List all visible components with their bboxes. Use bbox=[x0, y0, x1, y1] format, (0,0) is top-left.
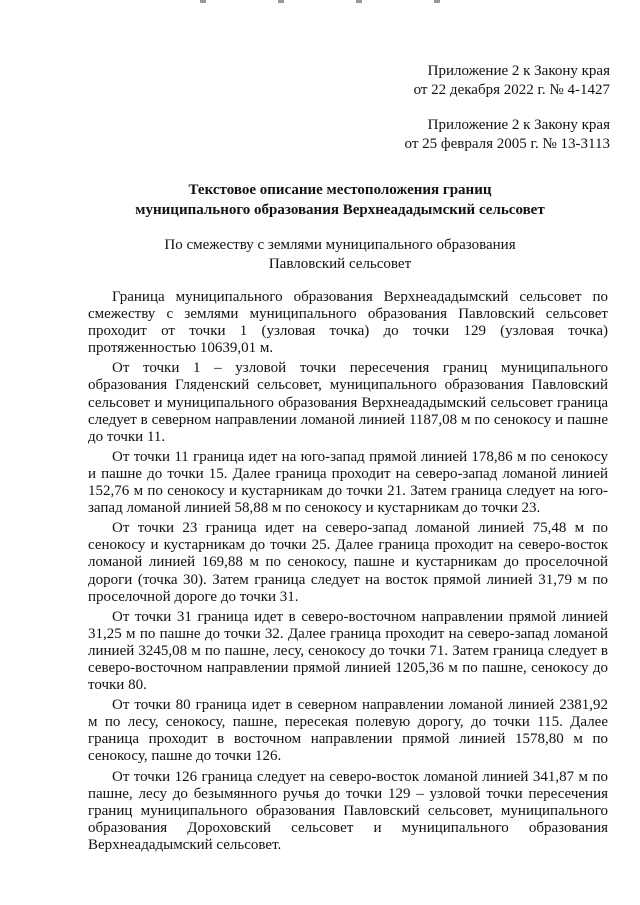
scan-mark bbox=[356, 0, 362, 3]
scan-mark bbox=[434, 0, 440, 3]
section-heading-line2: Павловский сельсовет bbox=[268, 256, 412, 272]
appendix-current-line2: от 22 декабря 2022 г. № 4-1427 bbox=[413, 82, 610, 98]
scan-mark bbox=[278, 0, 284, 3]
paragraph: От точки 11 граница идет на юго-запад прямой линией 178,86 м по сенокосу и пашне до точки 15. Далее граница проходит на северо-запад ломаной линией 152,76 м по сенокосу и кустарникам до точки 21. Затем граница следует на юго-запад ломаной линией 58,88 м по сенокосу и кустарникам до точки 23. bbox=[88, 448, 608, 517]
appendix-original-line2: от 25 февраля 2005 г. № 13-3113 bbox=[404, 136, 610, 152]
scan-edge-artifacts bbox=[200, 0, 440, 4]
paragraph: От точки 80 граница идет в северном направлении ломаной линией 2381,92 м по лесу, сенокосу, пашне, пересекая полевую дорогу, до точки 115. Далее граница проходит в восточном направлении прямой линией 1578,80 м по сенокосу, пашне до точки 126. bbox=[88, 697, 608, 765]
paragraph: От точки 23 граница идет на северо-запад ломаной линией 75,48 м по сенокосу и кустарникам до точки 25. Далее граница проходит на северо-восток ломаной линией 169,88 м по сенокосу, пашне и кустарникам до проселочной дороги (точка 30). Затем граница следует на восток прямой линией 31,79 м по проселочной дороге до точки 31. bbox=[88, 520, 608, 605]
scan-mark bbox=[200, 0, 206, 3]
paragraph: От точки 31 граница идет в северо-восточном направлении прямой линией 31,25 м по пашне до точки 32. Далее граница проходит на северо-запад ломаной линией 3245,08 м по пашне, лесу, сенокосу до точки 71. Затем граница следует в северо-восточном направлении прямой линией 1205,36 м по пашне, сенокосу до точки 80. bbox=[88, 608, 608, 694]
appendix-current-line1: Приложение 2 к Закону края bbox=[427, 63, 610, 79]
document-title bbox=[60, 180, 620, 220]
document-title-line2: муниципального образования Верхнеададымский сельсовет bbox=[135, 202, 545, 218]
paragraph: От точки 1 – узловой точки пересечения границ муниципального образования Гляденский сельсовет, муниципального образования Павловский сельсовет и муниципального образования Верхнеададымский сельсовет граница следует в северном направлении ломаной линией 1187,08 м по сенокосу и пашне до точки 11. bbox=[88, 360, 608, 445]
paragraph: От точки 126 граница следует на северо-восток ломаной линией 341,87 м по пашне, лесу до безымянного ручья до точки 129 – узловой точки пересечения границ муниципального образования Павловский сельсовет, муниципального образования Дороховский сельсовет и муниципального образования Верхнеададымский сельсовет. bbox=[88, 768, 608, 853]
appendix-original-law bbox=[405, 116, 610, 154]
appendix-current-law bbox=[414, 62, 610, 100]
section-heading-line1: По смежеству с землями муниципального образования bbox=[164, 237, 516, 253]
document-title-line1: Текстовое описание местоположения границ bbox=[188, 182, 492, 198]
boundary-description bbox=[88, 289, 608, 857]
paragraph: Граница муниципального образования Верхнеададымский сельсовет по смежеству с землями муниципального образования Павловский сельсовет проходит от точки 1 (узловая точка) до точки 129 (узловая точка) протяженностью 10639,01 м. bbox=[88, 289, 608, 357]
appendix-original-line1: Приложение 2 к Закону края bbox=[427, 117, 610, 133]
section-heading bbox=[60, 236, 620, 274]
